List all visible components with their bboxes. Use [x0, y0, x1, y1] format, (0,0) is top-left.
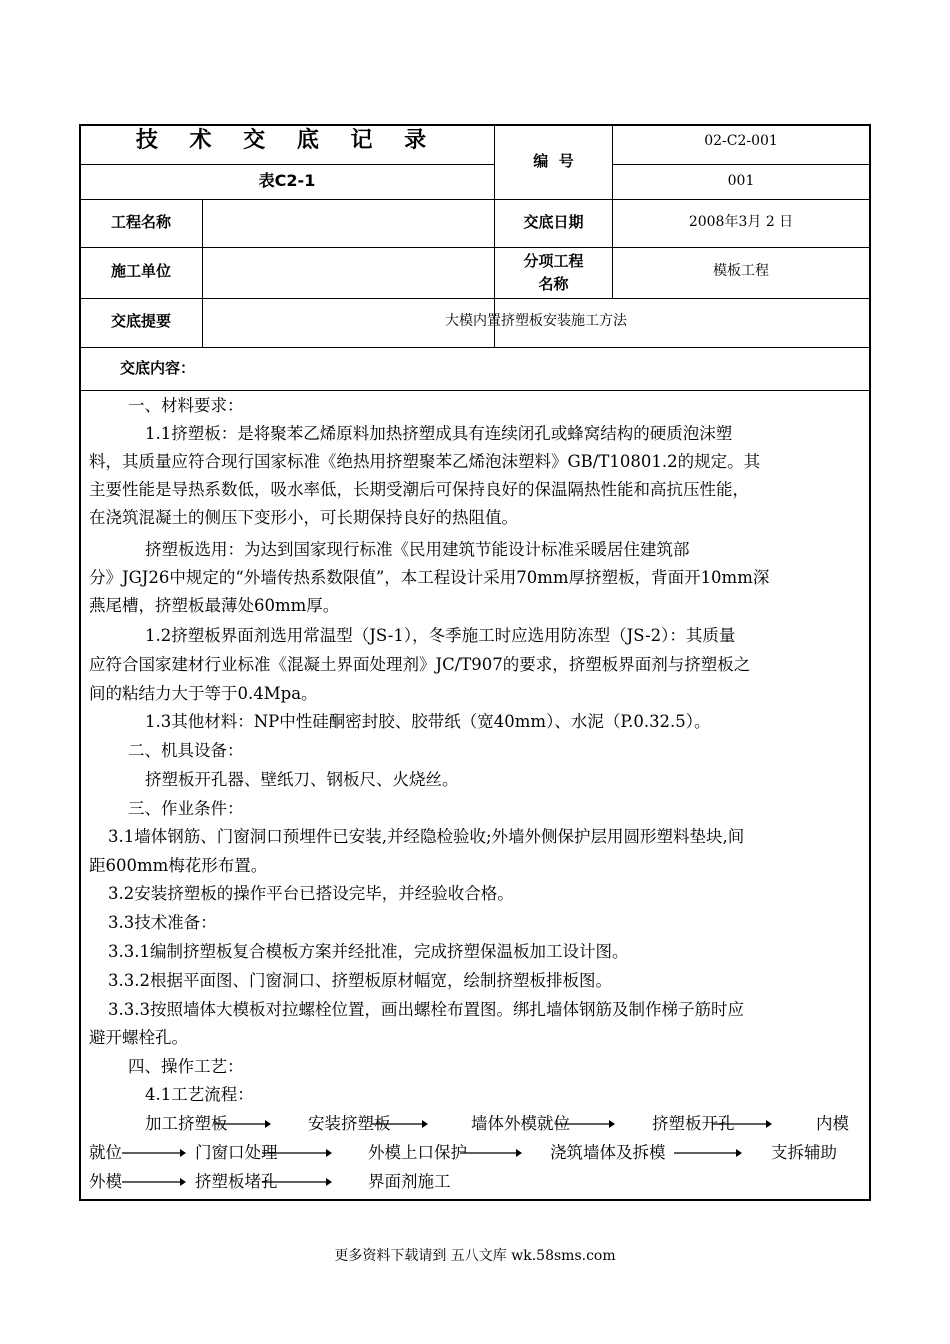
flow-step: 门窗口处理 — [195, 1143, 278, 1162]
rule-row5 — [79, 390, 871, 391]
flow-arrow-icon — [372, 1118, 428, 1130]
flow-step: 外模 — [89, 1172, 122, 1191]
sub-project-value: 模板工程 — [713, 263, 769, 279]
flow-step: 挤塑板开孔 — [652, 1114, 735, 1133]
flow-step: 内模 — [816, 1114, 849, 1133]
flow-arrow-icon — [712, 1118, 772, 1130]
content-line: 二、机具设备： — [128, 741, 244, 760]
flow-step: 安装挤塑板 — [308, 1114, 391, 1133]
flow-step: 浇筑墙体及拆模 — [550, 1143, 666, 1162]
content-line: 在浇筑混凝土的侧压下变形小，可长期保持良好的热阻值。 — [89, 508, 518, 527]
content-line: 避开螺栓孔。 — [89, 1028, 188, 1047]
flow-arrow-icon — [674, 1147, 742, 1159]
serial-value-1: 02-C2-001 — [704, 133, 778, 149]
document-title: 技 术 交 底 记 录 — [135, 128, 439, 153]
flow-arrow-icon — [460, 1147, 522, 1159]
summary-label: 交底提要 — [110, 312, 171, 330]
flow-arrow-icon — [555, 1118, 615, 1130]
content-line: 3.3技术准备： — [108, 913, 217, 932]
date-label: 交底日期 — [523, 213, 584, 231]
flow-step: 挤塑板堵孔 — [195, 1172, 278, 1191]
content-line: 燕尾槽，挤塑板最薄处60mm厚。 — [89, 596, 340, 615]
content-line: 分》JGJ26中规定的“外墙传热系数限值”，本工程设计采用70mm厚挤塑板，背面开10mm深 — [89, 568, 770, 587]
content-line: 4.1工艺流程： — [145, 1085, 254, 1104]
sub-project-label-line1: 分项工程 — [523, 252, 584, 270]
footer-text: 更多资料下载请到 五八文库 wk.58sms.com — [334, 1248, 616, 1264]
content-line: 3.2安装挤塑板的操作平台已搭设完毕，并经验收合格。 — [108, 884, 514, 903]
serial-value-2: 001 — [727, 173, 755, 189]
content-line: 挤塑板开孔器、壁纸刀、钢板尺、火烧丝。 — [145, 770, 459, 789]
content-line: 1.1挤塑板：是将聚苯乙烯原料加热挤塑成具有连续闭孔或蜂窝结构的硬质泡沫塑 — [145, 424, 733, 443]
content-line: 3.3.2根据平面图、门窗洞口、挤塑板原材幅宽，绘制挤塑板排板图。 — [108, 971, 612, 990]
table-number: 表C2-1 — [258, 171, 316, 190]
flow-arrow-icon — [262, 1147, 332, 1159]
content-line: 1.2挤塑板界面剂选用常温型（JS-1），冬季施工时应选用防冻型（JS-2）：其质量 — [145, 626, 736, 645]
flow-step: 外模上口保护 — [368, 1143, 467, 1162]
flow-arrow-icon — [262, 1176, 332, 1188]
flow-step: 加工挤塑板 — [145, 1114, 228, 1133]
sub-project-label-line2: 名称 — [538, 275, 569, 293]
content-line: 一、材料要求： — [128, 396, 244, 415]
content-label: 交底内容： — [120, 359, 196, 377]
table-border-right — [869, 124, 871, 1200]
content-line: 距600mm梅花形布置。 — [89, 856, 268, 875]
content-line: 四、操作工艺： — [128, 1057, 244, 1076]
table-border-bottom — [79, 1199, 871, 1201]
construction-unit-value — [203, 248, 494, 298]
summary-value: 大模内置挤塑板安装施工方法 — [445, 313, 627, 329]
serial-label: 编 号 — [533, 152, 574, 170]
content-line: 挤塑板选用：为达到国家现行标准《民用建筑节能设计标准采暖居住建筑部 — [145, 540, 690, 559]
content-line: 1.3其他材料：NP中性硅酮密封胶、胶带纸（宽40mm）、水泥（P.0.32.5）。 — [145, 712, 711, 731]
content-line: 3.3.3按照墙体大模板对拉螺栓位置，画出螺栓布置图。绑扎墙体钢筋及制作梯子筋时应 — [108, 1000, 744, 1019]
flow-arrow-icon — [122, 1176, 186, 1188]
content-line: 主要性能是导热系数低，吸水率低，长期受潮后可保持良好的保温隔热性能和高抗压性能， — [89, 480, 749, 499]
flow-step: 界面剂施工 — [368, 1172, 451, 1191]
content-line: 3.3.1编制挤塑板复合模板方案并经批准，完成挤塑保温板加工设计图。 — [108, 942, 629, 961]
flow-step: 就位 — [89, 1143, 122, 1162]
project-name-label: 工程名称 — [110, 213, 171, 231]
construction-unit-label: 施工单位 — [110, 262, 171, 280]
content-line: 3.1墙体钢筋、门窗洞口预埋件已安装,并经隐检验收;外墙外侧保护层用圆形塑料垫块,间 — [108, 827, 745, 846]
content-line: 间的粘结力大于等于0.4Mpa。 — [89, 684, 318, 703]
flow-arrow-icon — [215, 1118, 271, 1130]
date-value: 2008年3月 2 日 — [688, 214, 794, 230]
project-name-value — [203, 200, 494, 247]
flow-step: 墙体外模就位 — [471, 1114, 570, 1133]
content-line: 三、作业条件： — [128, 799, 244, 818]
flow-step: 支拆辅助 — [771, 1143, 837, 1162]
content-line: 料，其质量应符合现行国家标准《绝热用挤塑聚苯乙烯泡沫塑料》GB/T10801.2的规定。其 — [89, 452, 761, 471]
flow-arrow-icon — [122, 1147, 186, 1159]
content-line: 应符合国家建材行业标准《混凝土界面处理剂》JC/T907的要求，挤塑板界面剂与挤塑板之 — [89, 655, 751, 674]
